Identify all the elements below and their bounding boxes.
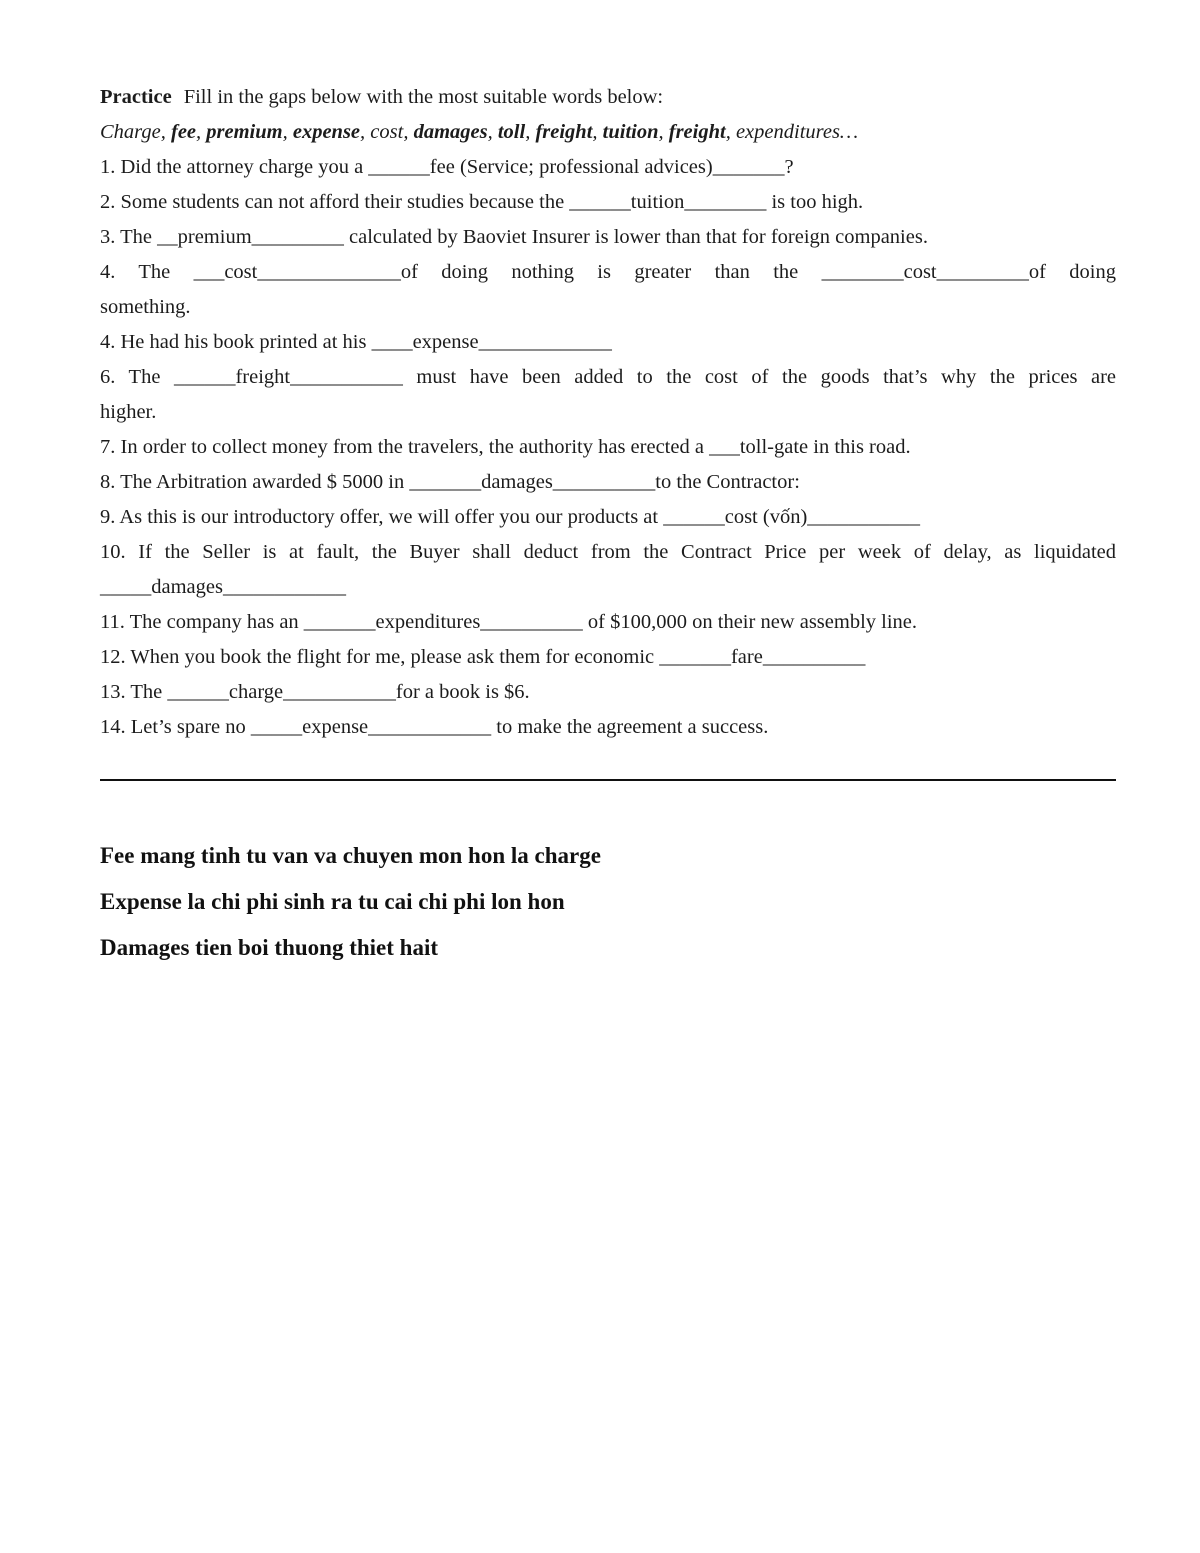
exercise-line: something.	[100, 296, 191, 318]
word-list-item: ,	[592, 121, 603, 143]
exercise-lines	[100, 150, 1116, 745]
exercise-line: 8. The Arbitration awarded $ 5000 in _______damages__________to the Contractor:	[100, 471, 800, 493]
exercise-line: _____damages____________	[100, 576, 346, 598]
exercise-line: 13. The ______charge___________for a book is $6.	[100, 681, 530, 703]
note-line: Fee mang tinh tu van va chuyen mon hon la charge	[100, 843, 601, 868]
exercise-line: 7. In order to collect money from the travelers, the authority has erected a ___toll-gate in this road.	[100, 436, 911, 458]
section-divider	[100, 779, 1116, 781]
word-list-item: tuition	[602, 121, 659, 143]
word-list-item: ,	[487, 121, 498, 143]
exercise-line: 3. The __premium_________ calculated by Baoviet Insurer is lower than that for foreign companies.	[100, 226, 928, 248]
notes-section	[100, 833, 1116, 971]
heading-label: Practice	[100, 86, 172, 108]
exercise-line: 6. The ______freight___________ must have been added to the cost of the goods that’s why the prices are	[100, 366, 1116, 388]
exercise-line: 1. Did the attorney charge you a ______fee (Service; professional advices)_______?	[100, 156, 794, 178]
instruction-text: Fill in the gaps below with the most suitable words below:	[183, 86, 664, 108]
exercise-heading	[100, 80, 1116, 115]
word-list-item: premium	[206, 121, 283, 143]
note-line: Expense la chi phi sinh ra tu cai chi phi lon hon	[100, 889, 565, 914]
word-list-item: ,	[196, 121, 207, 143]
exercise-line: 11. The company has an _______expenditures__________ of $100,000 on their new assembly line.	[100, 611, 918, 633]
word-list-item: ,	[525, 121, 536, 143]
exercise-line: 4. The ___cost______________of doing nothing is greater than the ________cost_________of doing	[100, 261, 1116, 283]
word-list-item: freight	[668, 121, 726, 143]
exercise-line: 4. He had his book printed at his ____expense_____________	[100, 331, 612, 353]
word-list-item: toll	[497, 121, 526, 143]
exercise-line: 14. Let’s spare no _____expense____________ to make the agreement a success.	[100, 716, 769, 738]
exercise-line: 2. Some students can not afford their studies because the ______tuition________ is too high.	[100, 191, 864, 213]
word-list-item: ,	[658, 121, 669, 143]
note-line: Damages tien boi thuong thiet hait	[100, 935, 438, 960]
word-list-item: ,	[282, 121, 293, 143]
word-list-item: ,	[160, 121, 171, 143]
word-list-item: fee	[171, 121, 197, 143]
word-list-item: Charge	[100, 121, 161, 143]
document-page	[100, 80, 1116, 971]
word-list-item: damages	[413, 121, 488, 143]
exercise-line: 9. As this is our introductory offer, we will offer you our products at ______cost (vốn)___________	[100, 506, 921, 528]
word-list-item: , cost,	[360, 121, 414, 143]
exercise-line: 12. When you book the flight for me, please ask them for economic _______fare__________	[100, 646, 866, 668]
exercise-line: 10. If the Seller is at fault, the Buyer shall deduct from the Contract Price per week of delay, as liquidated	[100, 541, 1116, 563]
word-list-item: freight	[535, 121, 593, 143]
exercise-line: higher.	[100, 401, 157, 423]
word-list	[100, 115, 1116, 150]
word-list-item: , expenditures…	[725, 121, 859, 143]
word-list-item: expense	[292, 121, 361, 143]
